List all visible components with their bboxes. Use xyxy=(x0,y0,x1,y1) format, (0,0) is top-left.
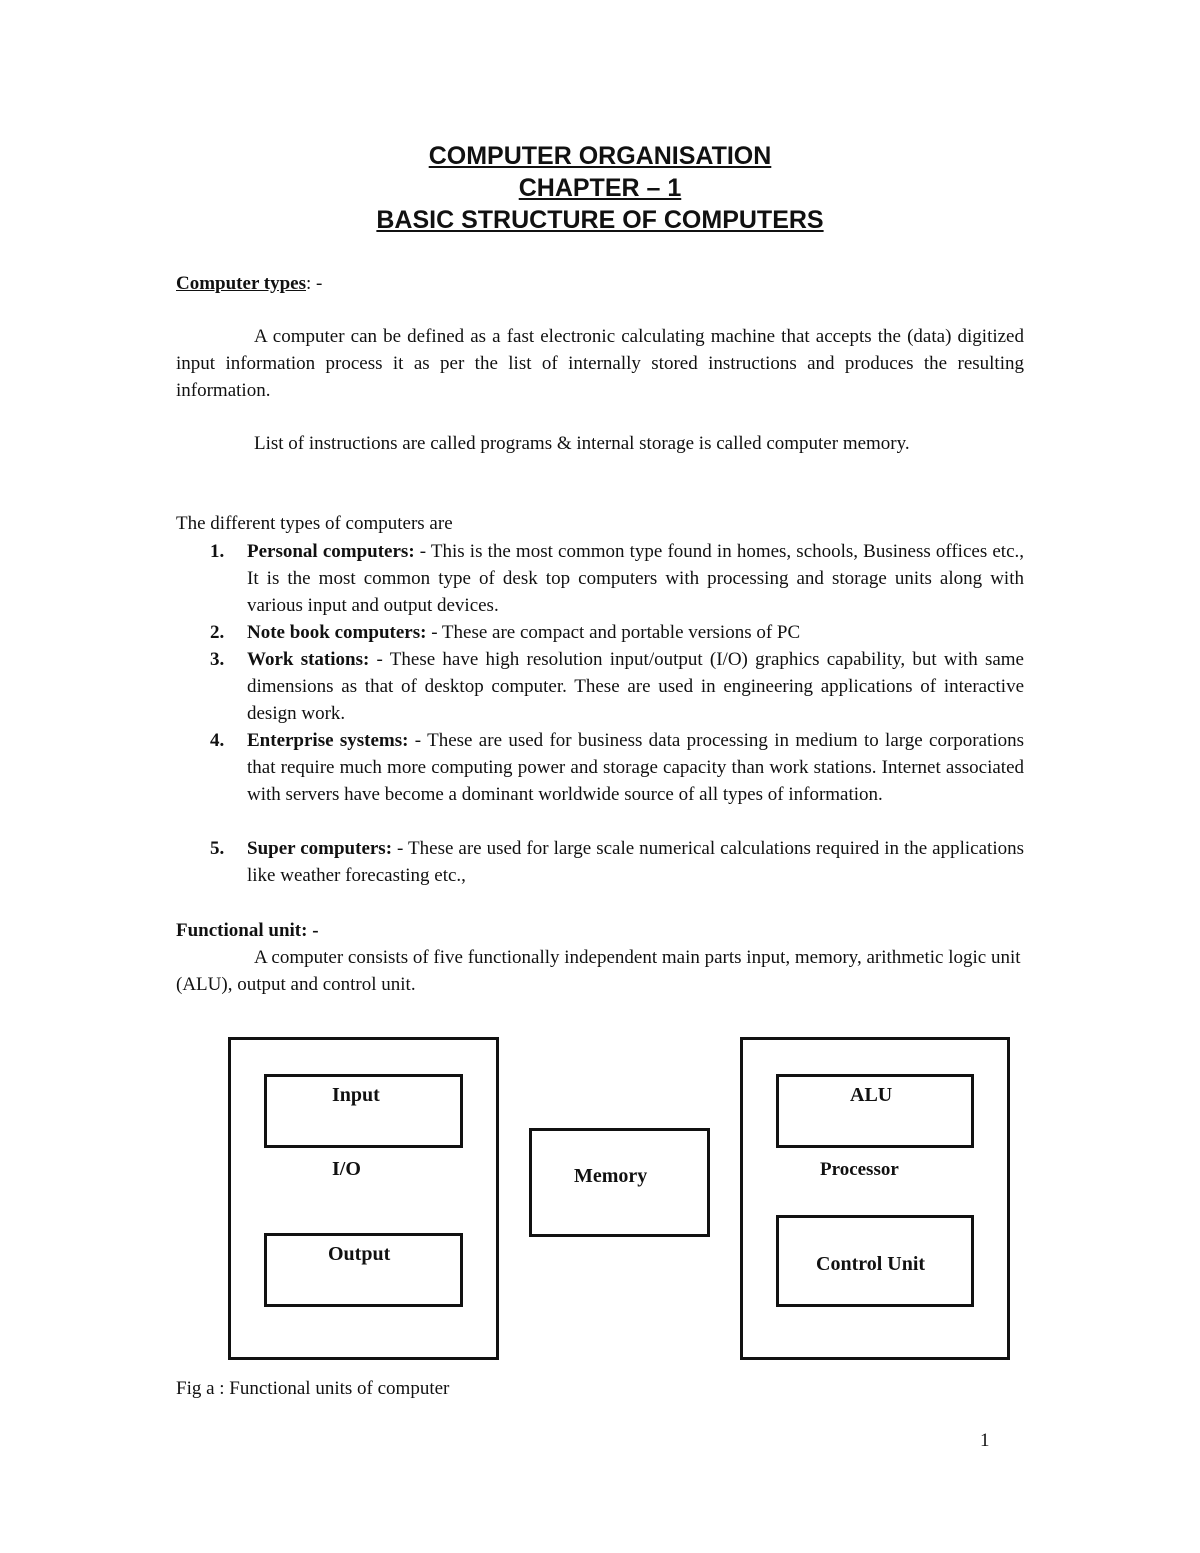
output-label: Output xyxy=(328,1243,391,1265)
list-item xyxy=(176,646,1024,727)
computer-types-heading-line xyxy=(176,270,1024,297)
control-unit-label: Control Unit xyxy=(816,1253,926,1275)
computer-types-heading: Computer types xyxy=(176,273,307,294)
definition-paragraph: A computer can be defined as a fast electronic calculating machine that accepts the (data) digitized input information process it as per the list of internally stored instructions and produces the resulting information. xyxy=(176,326,1024,401)
page-number: 1 xyxy=(980,1430,990,1451)
list-item xyxy=(176,835,1024,889)
list-text: - These are used for business data processing in medium to large corporations that require much more computing power and storage capacity than work stations. Internet associated with servers have become a dominant worldwide source of all types of information. xyxy=(247,730,1024,805)
list-term: Work stations: xyxy=(247,649,370,670)
io-group-label: I/O xyxy=(332,1158,361,1180)
computer-types-heading-suffix: : - xyxy=(306,273,323,294)
list-text: - These are compact and portable versions of PC xyxy=(426,622,801,643)
functional-unit-heading: Functional unit: - xyxy=(176,920,319,941)
list-text: - These are used for large scale numerical calculations required in the applications like weather forecasting etc., xyxy=(247,838,1024,886)
course-title: COMPUTER ORGANISATION xyxy=(428,142,772,170)
alu-label: ALU xyxy=(850,1084,893,1106)
list-number: 4. xyxy=(210,730,225,751)
chapter-number: CHAPTER – 1 xyxy=(518,174,682,202)
list-item xyxy=(176,727,1024,808)
list-text: - This is the most common type found in homes, schools, Business offices etc., It is the most common type of desk top computers with processing and storage units along with various input and output devices. xyxy=(247,541,1024,616)
list-term: Enterprise systems: xyxy=(247,730,409,751)
functional-unit-paragraph: A computer consists of five functionally independent main parts input, memory, arithmetic logic unit (ALU), output and control unit. xyxy=(176,947,1021,995)
memory-label: Memory xyxy=(574,1165,648,1187)
processor-group-label: Processor xyxy=(820,1159,899,1180)
chapter-title: BASIC STRUCTURE OF COMPUTERS xyxy=(376,206,824,234)
list-number: 3. xyxy=(210,649,225,670)
list-item xyxy=(176,538,1024,619)
list-term: Note book computers: xyxy=(247,622,427,643)
list-text: - These have high resolution input/output (I/O) graphics capability, but with same dimensions as that of desktop computer. These are used in engineering applications of interactive design work. xyxy=(247,649,1024,724)
figure-caption: Fig a : Functional units of computer xyxy=(176,1378,450,1399)
list-number: 1. xyxy=(210,541,225,562)
programs-paragraph: List of instructions are called programs & internal storage is called computer memory. xyxy=(254,433,910,454)
list-number: 2. xyxy=(210,622,225,643)
list-number: 5. xyxy=(210,838,225,859)
list-term: Super computers: xyxy=(247,838,393,859)
types-intro: The different types of computers are xyxy=(176,513,453,534)
list-term: Personal computers: xyxy=(247,541,415,562)
input-label: Input xyxy=(332,1084,380,1106)
list-item xyxy=(176,619,1024,646)
